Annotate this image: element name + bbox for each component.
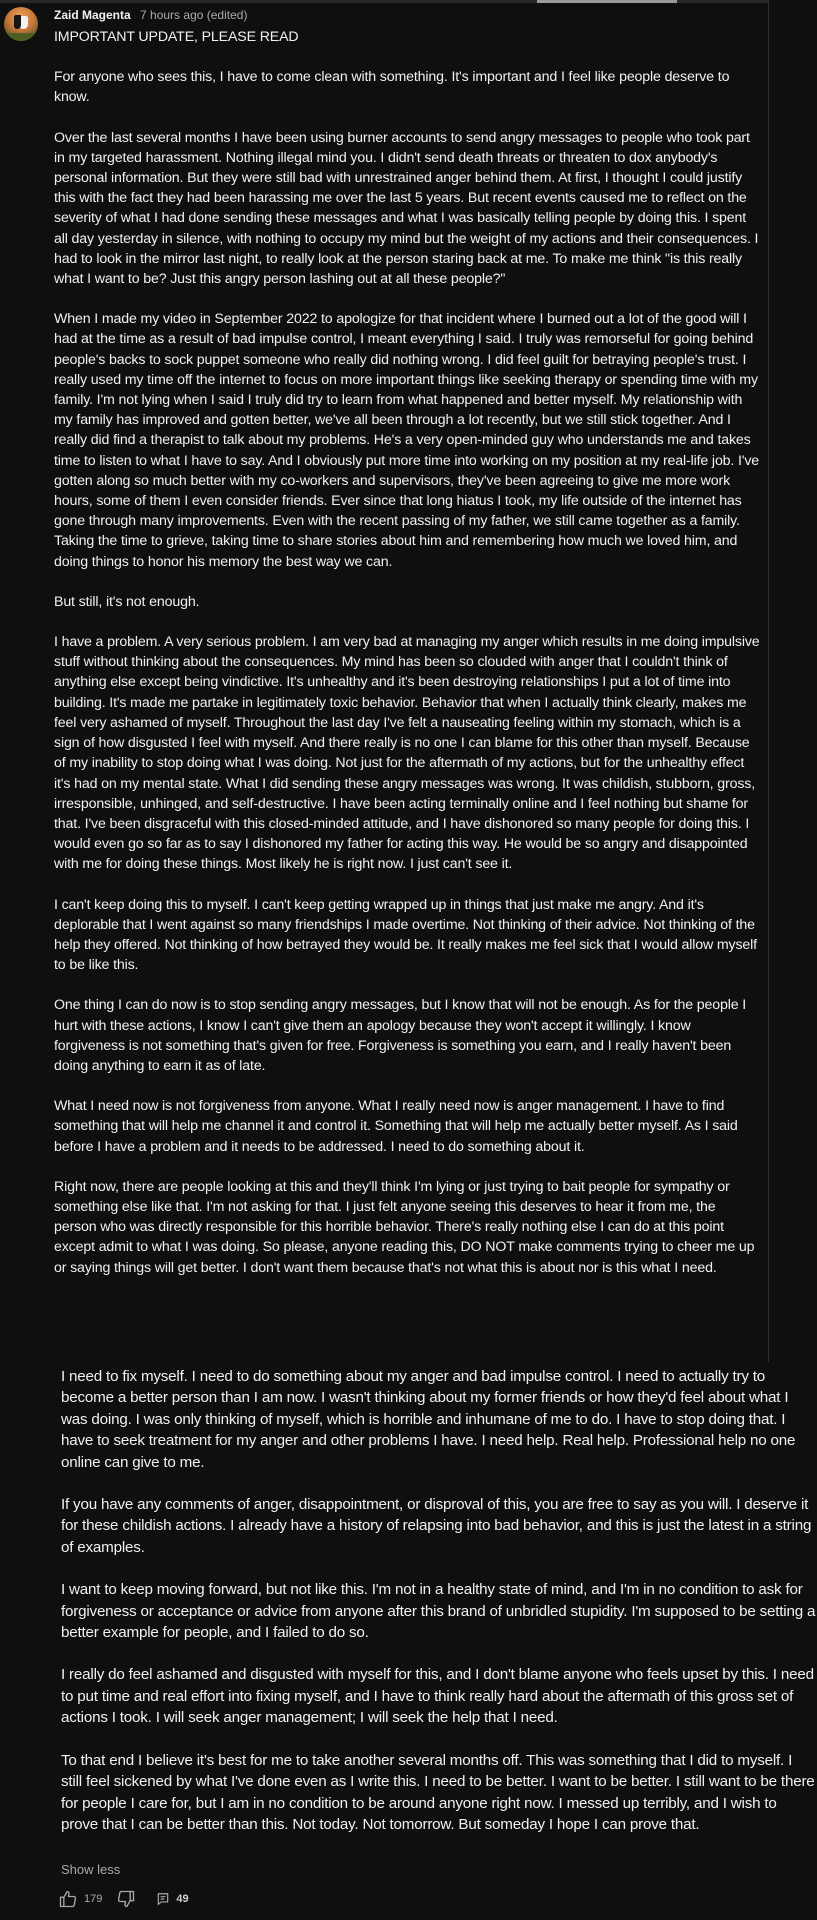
author-name[interactable]: Zaid Magenta (54, 8, 131, 22)
comment-text-part-1 (54, 27, 760, 1278)
comment-action-bar (58, 1887, 189, 1911)
replies-button[interactable] (156, 1892, 188, 1906)
horizontal-scrollbar-thumb[interactable] (537, 0, 677, 3)
avatar-mask-black (14, 15, 21, 29)
comment-paragraph: I want to keep moving forward, but not like this. I'm not in a healthy state of mind, and I'm in no condition to ask for forgiveness or acceptance or advice from anyone after this brand of unbridled stupidity. I'm supposed to be setting a better example for people, and I failed to do so. (61, 1581, 816, 1642)
like-count: 179 (84, 1893, 103, 1905)
like-button[interactable] (58, 1889, 116, 1909)
comment-paragraph: I can't keep doing this to myself. I can't keep getting wrapped up in things that just make me angry. And it's deplorable that I went against so many friendships I made overtime. Not thinking of their advice. Not thinking of the help they offered. Not thinking of how betrayed they would be. It really makes me feel sick that I would allow myself to be like this. (54, 896, 757, 974)
comment-paragraph: But still, it's not enough. (54, 593, 200, 610)
thumbs-up-icon (58, 1889, 78, 1909)
comment-timestamp[interactable]: 7 hours ago (edited) (140, 8, 248, 22)
panel-divider (768, 0, 769, 1362)
comment-paragraph: Over the last several months I have been using burner accounts to send angry messages to people who took part in my targeted harassment. Nothing illegal mind you. I didn't send death threats or threaten to dox anybody's personal information. But they were still bad with unrestrained anger behind them. At first, I thought I could justify this with the fact they had been harassing me over the last 5 years. But recent events caused me to reflect on the severity of what I had done sending these messages and what I was basically telling people by doing this. I spent all day yesterday in silence, with nothing to occupy my mind but the weight of my actions and their consequences. I had to look in the mirror last night, to really look at the person staring back at me. To make me think "is this really what I want to be? Just this angry person lashing out at all these people?" (54, 129, 759, 288)
avatar[interactable] (4, 7, 38, 41)
show-less-button[interactable]: Show less (61, 1862, 121, 1877)
comment-paragraph: I need to fix myself. I need to do something about my anger and bad impulse control. I need to actually try to become a better person than I am now. I wasn't thinking about my former friends or how they'd feel about what I was doing. I was only thinking of myself, which is horrible and inhumane of me to do. I have to stop doing that. I have to seek treatment for my anger and other problems I have. I need help. Real help. Professional help no one online can give to me. (61, 1368, 796, 1471)
thumbs-down-icon (116, 1889, 136, 1909)
comment-paragraph: For anyone who sees this, I have to come clean with something. It's important and I feel like people deserve to know. (54, 69, 730, 106)
comment-paragraph: To that end I believe it's best for me to take another several months off. This was something that I did to myself. I still feel sickened by what I've done even as I write this. I need to be better. I want to be better. I still want to be there for people I care for, but I am in no condition to be around anyone right now. I messed up terribly, and I wish to prove that I can be better than this. Not today. Not tomorrow. But someday I hope I can prove that. (61, 1751, 815, 1833)
comment-text-part-2 (61, 1366, 816, 1835)
comment-paragraph: I really do feel ashamed and disgusted with myself for this, and I don't blame anyone who feels upset by this. I need to put time and real effort into fixing myself, and I have to think really hard about the aftermath of this gross set of actions I took. I will seek anger management; I will seek the help that I need. (61, 1666, 814, 1727)
comment-icon (156, 1892, 170, 1906)
dislike-button[interactable] (116, 1889, 136, 1909)
comment-paragraph: One thing I can do now is to stop sending angry messages, but I know that will not be enough. As for the people I hurt with these actions, I know I can't give them an apology because they won't accept it willingly. I know forgiveness is not something that's given for free. Forgiveness is something you earn, and I really haven't been doing anything to earn it as of late. (54, 997, 747, 1074)
comment-paragraph: When I made my video in September 2022 to apologize for that incident where I burned out a lot of the good will I had at the time as a result of bad impulse control, I meant everything I said. I truly was remorseful for going behind people's backs to sock puppet someone who really did nothing wrong. I did feel guilt for betraying people's trust. I really used my time off the internet to focus on more important things like seeking therapy or spending time with my family. I'm not lying when I said I truly did try to learn from what happened and better myself. My relationship with my family has improved and gotten better, we've all been through a lot recently, but we still stick together. And I really did find a therapist to talk about my problems. He's a very open-minded guy who understands me and takes time to listen to what I have to say. And I obviously put more time into working on my position at my real-life job. I've gotten along so much better with my co-workers and supervisors, they've been agreeing to give me more work hours, some of them I even consider friends. Ever since that long hiatus I took, my life outside of the internet has gone through many improvements. Even with the recent passing of my father, we still came together as a family. Taking the time to grieve, taking time to share stories about him and remembering how much we loved him, and doing things to honor his memory the best way we can. (54, 311, 760, 570)
comment-paragraph: What I need now is not forgiveness from anyone. What I really need now is anger management. I have to find something that will help me channel it and control it. Something that will help me actually better myself. As I said before I have a problem and it needs to be addressed. I need to do something about it. (54, 1098, 738, 1155)
avatar-ground (4, 33, 38, 41)
comment-header (54, 7, 247, 23)
comment-paragraph: Right now, there are people looking at this and they'll think I'm lying or just trying to bait people for sympathy or something else like that. I'm not asking for that. I just felt anyone seeing this deserves to hear it from me, the person who was directly responsible for this horrible behavior. There's really nothing else I can do at this point except admit to what I was doing. So please, anyone reading this, DO NOT make comments trying to cheer me up or saying things will get better. I don't want them because that's not what this is about nor is this what I need. (54, 1178, 755, 1276)
reply-count: 49 (176, 1893, 189, 1905)
comment-paragraph: I have a problem. A very serious problem. I am very bad at managing my anger which results in me doing impulsive stuff without thinking about the consequences. My mind has been so clouded with anger that I couldn't think of anything else except being vindictive. It's unhealthy and it's been destroying relationships I put a lot of time into building. It's made me partake in legitimately toxic behavior. Behavior that when I actually think clearly, makes me feel very ashamed of myself. Throughout the last day I've felt a nauseating feeling within my stomach, which is a sign of how disgusted I feel with myself. And there really is no one I can blame for this other than myself. Because of my inability to stop doing what I was doing. Not just for the aftermath of my actions, but for the unhealthy effect it's had on my mental state. What I did sending these angry messages was wrong. It was childish, stubborn, gross, irresponsible, unhinged, and self-destructive. I have been acting terminally online and I feel nothing but shame for that. I've been disgraceful with this closed-minded attitude, and I have dishonored so many people for doing this. I would even go so far as to say I dishonored my father for acting this way. He would be so angry and disappointed with me for doing these things. Most likely he is right now. I just can't see it. (54, 634, 760, 873)
comment-title: IMPORTANT UPDATE, PLEASE READ (54, 29, 299, 45)
comment-paragraph: If you have any comments of anger, disappointment, or disproval of this, you are free to say as you will. I deserve it for these childish actions. I already have a history of relapsing into bad behavior, and this is just the latest in a string of examples. (61, 1496, 812, 1556)
